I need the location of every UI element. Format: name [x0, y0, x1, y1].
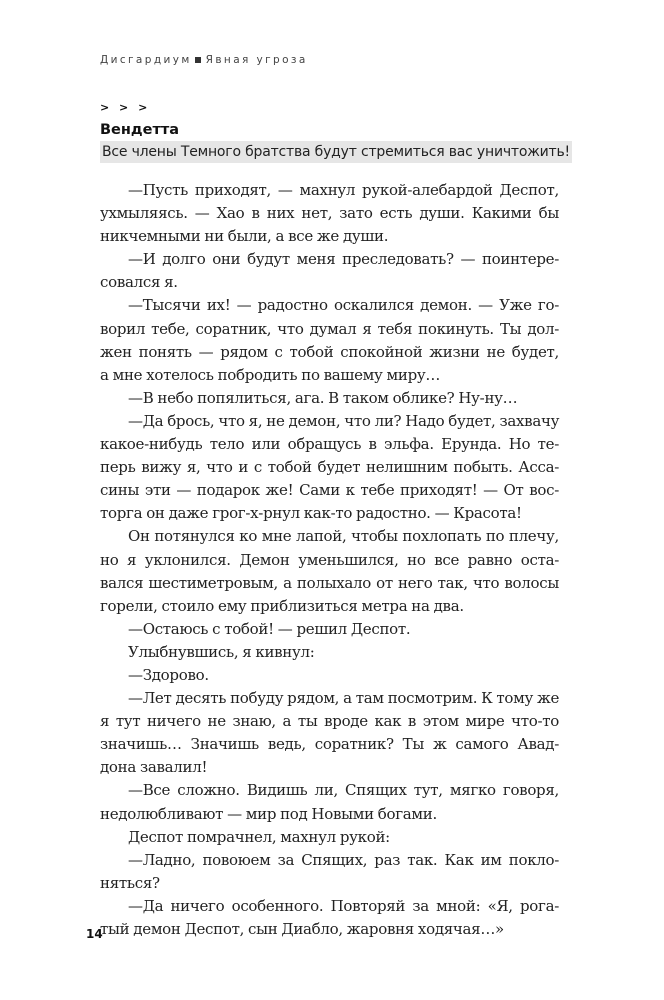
text-line: ухмыляясь. — Хао в них нет, зато есть души. Какими бы: [100, 204, 559, 223]
text-line: —В небо попялиться, ага. В таком облике? Ну-ну…: [128, 388, 518, 407]
text-line: —И долго они будут меня преследовать? — поинтере-: [128, 250, 559, 269]
text-line: тый демон Деспот, сын Диабло, жаровня ходячая…»: [100, 920, 504, 938]
text-line: торга он даже грог-х-рнул как-то радостно. — Красота!: [100, 504, 522, 523]
book-subtitle: Явная угроза: [205, 54, 308, 66]
page-number: 14: [86, 927, 103, 941]
text-line: горели, стоило ему приблизиться метра на два.: [100, 596, 464, 615]
text-line: Он потянулся ко мне лапой, чтобы похлопать по плечу,: [128, 527, 559, 546]
game-notification: [100, 101, 570, 163]
text-line: —Остаюсь с тобой! — решил Деспот.: [128, 619, 411, 638]
text-line: —Здорово.: [128, 665, 209, 684]
text-line: никчемными ни были, а все же души.: [100, 227, 389, 246]
notification-title: Вендетта: [100, 122, 180, 138]
text-line: недолюбливают — мир под Новыми богами.: [100, 804, 437, 823]
text-line: —Лет десять побуду рядом, а там посмотрим. К тому же: [128, 689, 560, 708]
text-line: совался я.: [100, 273, 178, 292]
text-line: какое-нибудь тело или обращусь в эльфа. Ерунда. Но те-: [100, 435, 559, 454]
text-line: а мне хотелось побродить по вашему миру…: [100, 365, 441, 384]
text-line: Деспот помрачнел, махнул рукой:: [128, 827, 390, 846]
text-line: —Пусть приходят, — махнул рукой-алебардой Деспот,: [128, 181, 559, 199]
separator-square-icon: [195, 57, 201, 63]
text-line: —Да брось, что я, не демон, что ли? Надо будет, захвачу: [128, 411, 560, 430]
text-line: но я уклонился. Демон уменьшился, но все равно оста-: [100, 550, 559, 569]
text-line: Улыбнувшись, я кивнул:: [128, 642, 315, 661]
text-line: —Тысячи их! — радостно оскалился демон. — Уже го-: [128, 296, 559, 315]
text-line: вался шестиметровым, а полыхало от него так, что волосы: [100, 573, 559, 592]
notification-arrows: > > >: [100, 101, 151, 114]
text-line: значишь… Значишь ведь, соратник? Ты ж самого Авад-: [100, 735, 559, 754]
text-line: сины эти — подарок же! Сами к тебе приходят! — От вос-: [100, 481, 559, 500]
text-line: ворил тебе, соратник, что думал я тебя покинуть. Ты дол-: [100, 319, 559, 338]
text-line: жен понять — рядом с тобой спокойной жизни не будет,: [100, 342, 559, 361]
text-line: перь вижу я, что и с тобой будет нелишним побыть. Асса-: [100, 458, 559, 477]
text-line: —Ладно, повоюем за Спящих, раз так. Как им покло-: [128, 850, 559, 869]
text-line: дона завалил!: [100, 758, 208, 777]
notification-message: Все члены Темного братства будут стремиться вас уничтожить!: [100, 141, 572, 163]
text-line: я тут ничего не знаю, а ты вроде как в этом мире что-то: [100, 712, 559, 731]
running-head: [100, 54, 308, 66]
book-title: Дисгардиум: [100, 54, 192, 66]
text-line: —Да ничего особенного. Повторяй за мной: «Я, рога-: [128, 896, 559, 915]
body-text: [100, 179, 559, 941]
text-line: няться?: [100, 873, 160, 892]
text-line: —Все сложно. Видишь ли, Спящих тут, мягко говоря,: [128, 781, 559, 800]
